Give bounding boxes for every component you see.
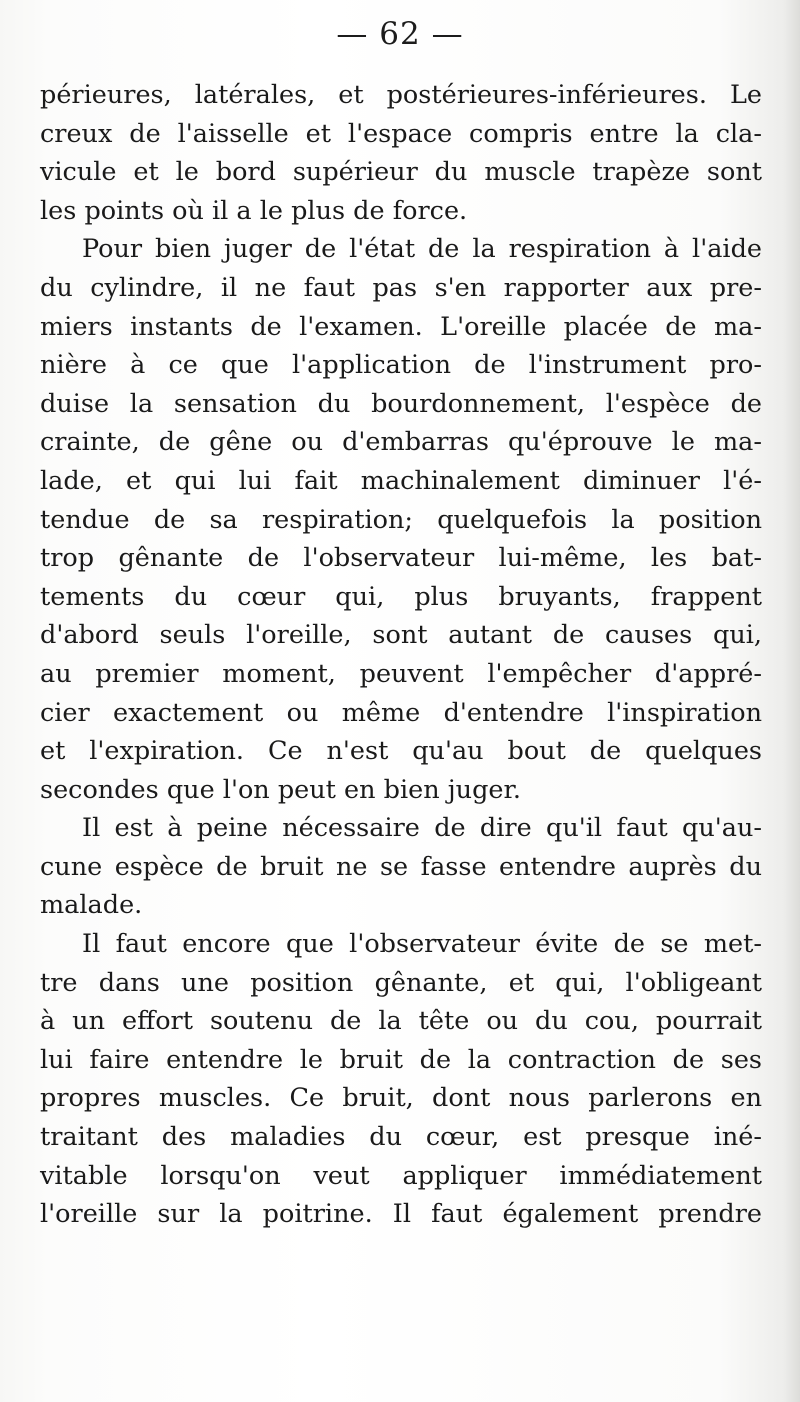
paragraph bbox=[40, 76, 762, 230]
text-line: tre dans une position gênante, et qui, l'obligeant bbox=[40, 967, 762, 998]
text-line: cier exactement ou même d'entendre l'inspiration bbox=[40, 697, 762, 728]
text-line: crainte, de gêne ou d'embarras qu'éprouve le ma- bbox=[40, 427, 762, 458]
text-line: les points où il a le plus de force. bbox=[40, 195, 468, 226]
text-line: périeures, latérales, et postérieures-inférieures. Le bbox=[40, 80, 762, 110]
text-line: d'abord seuls l'oreille, sont autant de causes qui, bbox=[40, 620, 762, 651]
text-line: lade, et qui lui fait machinalement diminuer l'é- bbox=[40, 465, 762, 496]
text-line: à un effort soutenu de la tête ou du cou, pourrait bbox=[40, 1006, 762, 1037]
paragraph bbox=[40, 925, 762, 1234]
text-line: vitable lorsqu'on veut appliquer immédiatement bbox=[40, 1160, 762, 1191]
text-line: lui faire entendre le bruit de la contraction de ses bbox=[40, 1044, 762, 1075]
text-line: traitant des maladies du cœur, est presque iné- bbox=[40, 1122, 762, 1153]
text-line: l'oreille sur la poitrine. Il faut également prendre bbox=[40, 1199, 762, 1230]
text-line: au premier moment, peuvent l'empêcher d'appré- bbox=[40, 658, 762, 689]
text-line: nière à ce que l'application de l'instrument pro- bbox=[40, 350, 762, 381]
text-line: et l'expiration. Ce n'est qu'au bout de quelques bbox=[40, 736, 762, 767]
text-line: du cylindre, il ne faut pas s'en rapporter aux pre- bbox=[40, 272, 762, 303]
text-line: Il faut encore que l'observateur évite de se met- bbox=[82, 929, 762, 960]
text-line: Pour bien juger de l'état de la respiration à l'aide bbox=[82, 234, 762, 265]
text-line: creux de l'aisselle et l'espace compris entre la cla- bbox=[40, 118, 762, 149]
text-line: cune espèce de bruit ne se fasse entendre auprès du bbox=[40, 851, 762, 882]
page-number: — 62 — bbox=[336, 16, 464, 52]
paragraph bbox=[40, 230, 762, 809]
text-line: tements du cœur qui, plus bruyants, frappent bbox=[40, 581, 762, 612]
text-line: propres muscles. Ce bruit, dont nous parlerons en bbox=[40, 1083, 762, 1114]
text-line: Il est à peine nécessaire de dire qu'il faut qu'au- bbox=[82, 813, 762, 844]
text-line: tendue de sa respiration; quelquefois la position bbox=[40, 504, 762, 535]
paragraph bbox=[40, 809, 762, 925]
text-line: vicule et le bord supérieur du muscle trapèze sont bbox=[40, 157, 762, 188]
text-line: duise la sensation du bourdonnement, l'espèce de bbox=[40, 388, 762, 419]
text-line: trop gênante de l'observateur lui-même, les bat- bbox=[40, 543, 762, 574]
text-line: miers instants de l'examen. L'oreille placée de ma- bbox=[40, 311, 762, 342]
text-line: malade. bbox=[40, 890, 143, 921]
text-line: secondes que l'on peut en bien juger. bbox=[40, 774, 521, 805]
body-text bbox=[40, 76, 762, 1234]
